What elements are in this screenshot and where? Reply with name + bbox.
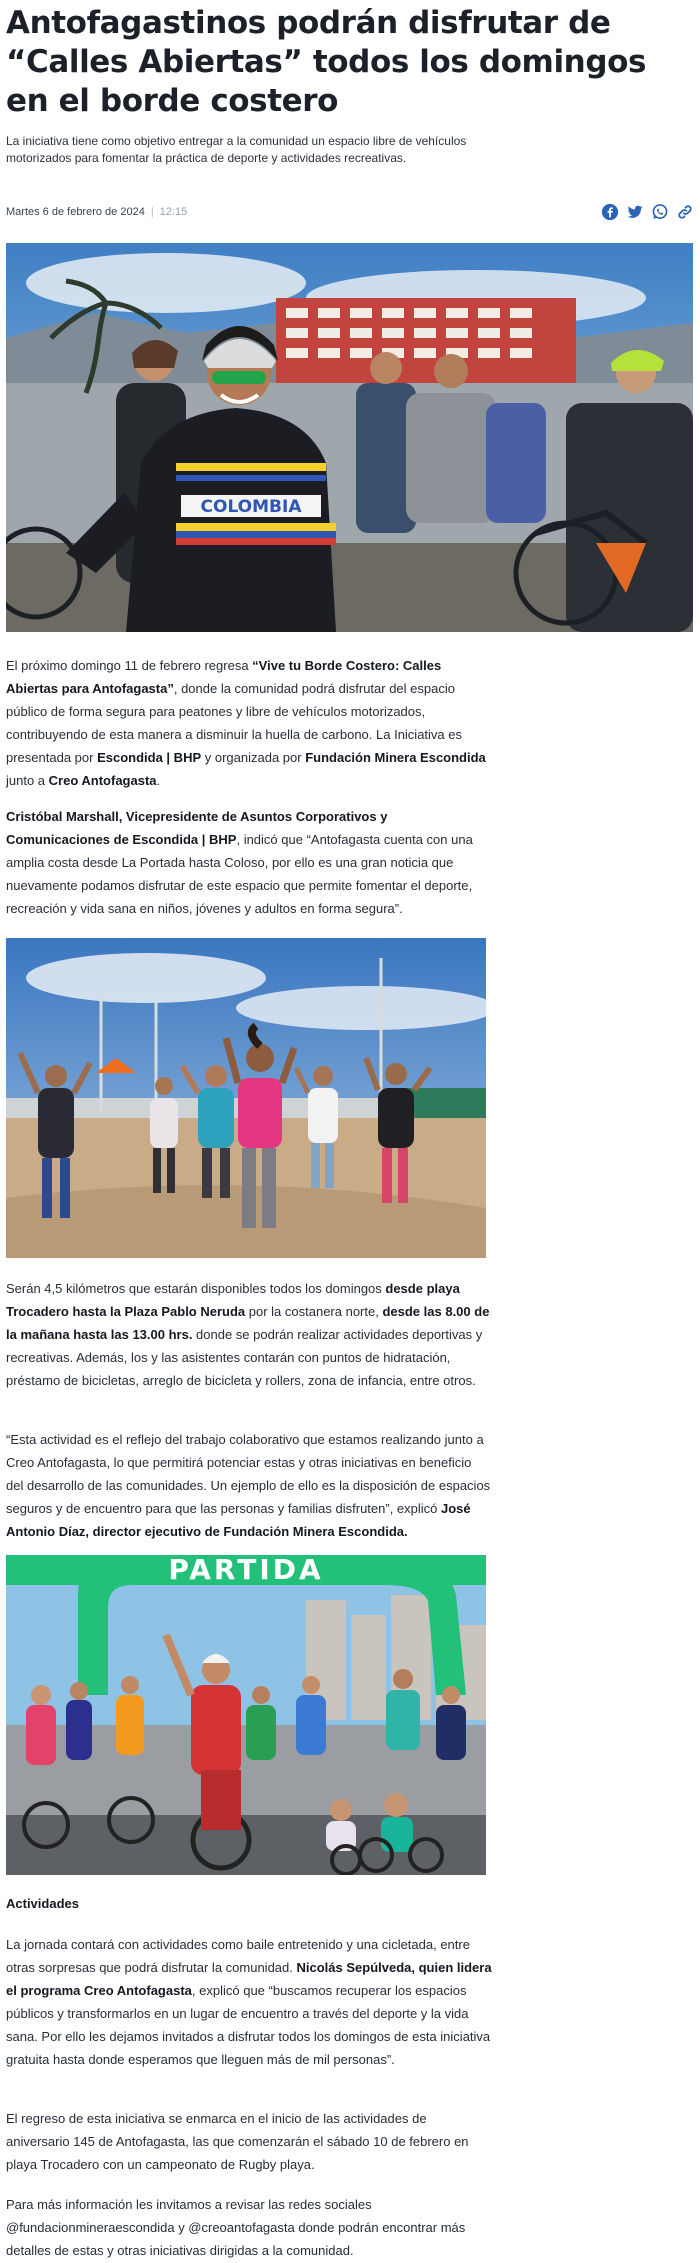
paragraph-text: Serán 4,5 kilómetros que estarán disponibles todos los domingos: [6, 1281, 386, 1296]
dance-photo-graphic: [6, 938, 486, 1258]
paragraph-bold: Nicolás Sepúlveda, quien lidera el programa Creo Antofagasta: [6, 1960, 492, 1998]
link-icon[interactable]: [676, 203, 694, 221]
article-paragraph: [6, 2193, 492, 2262]
paragraph-text: .: [156, 773, 161, 788]
paragraph-text: Para más información les invitamos a revisar las redes sociales @fundacionmineraescondida y @creoantofagasta donde podrán encontrar más detalles de estas y otras iniciativas dirigidas a la comunidad.: [6, 2197, 466, 2258]
paragraph-bold: José Antonio Díaz, director ejecutivo de Fundación Minera Escondida.: [6, 1501, 471, 1539]
paragraph-text: La jornada contará con actividades como baile entretenido y una cicletada, entre otras sorpresas que podrá disfrutar la comunidad.: [6, 1937, 470, 1975]
paragraph-bold: Fundación Minera Escondida: [305, 750, 486, 765]
paragraph-bold: desde las 8.00 de la mañana hasta las 13.00 hrs.: [6, 1304, 490, 1342]
paragraph-bold: Creo Antofagasta: [48, 773, 157, 788]
paragraph-text: , explicó que “buscamos recuperar los espacios públicos y transformarlos en un lugar de encuentro a través del deporte y la vida sana. Por ello les dejamos invitados a disfrutar todos los domingos de esta iniciativa gratuita hasta donde esperamos que lleguen más de mil personas”.: [6, 1983, 491, 2067]
paragraph-bold: “Vive tu Borde Costero: Calles Abiertas para Antofagasta”: [6, 658, 442, 696]
paragraph-text: El próximo domingo 11 de febrero regresa: [6, 658, 253, 673]
article-paragraph: [6, 1428, 492, 1543]
jersey-text: COLOMBIA: [200, 497, 302, 517]
share-bar: [601, 203, 694, 221]
paragraph-text: junto a: [6, 773, 49, 788]
paragraph-text: donde se podrán realizar actividades deportivas y recreativas. Además, los y las asistentes contarán con puntos de hidratación, préstamo de bicicletas, arreglo de bicicleta y rollers, zona de infancia, entre otros.: [6, 1327, 483, 1388]
facebook-icon[interactable]: [601, 203, 619, 221]
article-lead: La iniciativa tiene como objetivo entregar a la comunidad un espacio libre de vehículos motorizados para fomentar la práctica de deporte y actividades recreativas.: [6, 134, 467, 165]
cyclists-photo-graphic: [6, 243, 693, 632]
page-title: Antofagastinos podrán disfrutar de “Calles Abiertas” todos los domingos en el borde costero: [6, 5, 647, 119]
article-paragraph: [6, 654, 492, 792]
article-meta: [6, 206, 187, 218]
banner-text: PARTIDA: [168, 1555, 324, 1586]
paragraph-text: por la costanera norte,: [245, 1304, 383, 1319]
article-paragraph: [6, 1933, 492, 2071]
article-paragraph: [6, 1277, 492, 1392]
paragraph-text: , donde la comunidad podrá disfrutar del espacio público de forma segura para peatones y libre de vehículos motorizados, contribuyendo de esta manera a disminuir la huella de carbono. La Iniciativa es presentada por: [6, 681, 462, 765]
paragraph-text: “Esta actividad es el reflejo del trabajo colaborativo que estamos realizando junto a Creo Antofagasta, lo que permitirá potenciar estas y otras iniciativas en beneficio del desarrollo de las comunidades. Un ejemplo de ello es la disposición de espacios seguros y de encuentro para que las personas y familias disfruten”, explicó: [6, 1432, 491, 1516]
article-paragraph: [6, 805, 492, 920]
paragraph-text: , indicó que “Antofagasta cuenta con una amplia costa desde La Portada hasta Coloso, por ello es una gran noticia que nuevamente podamos disfrutar de este espacio que permite fomentar el deporte, recreación y vida sana en niños, jóvenes y adultos en forma segura”.: [6, 832, 473, 916]
cicletada-photo-graphic: [6, 1555, 486, 1875]
paragraph-text: y organizada por: [201, 750, 306, 765]
whatsapp-icon[interactable]: [651, 203, 669, 221]
article-photo-cyclists: [6, 243, 693, 632]
article-photo-cicletada: [6, 1555, 486, 1875]
section-heading: Actividades: [6, 1896, 79, 1911]
article-photo-dance: [6, 938, 486, 1258]
paragraph-bold: desde playa Trocadero hasta la Plaza Pablo Neruda: [6, 1281, 460, 1319]
article-time: 12:15: [159, 206, 188, 218]
paragraph-text: El regreso de esta iniciativa se enmarca en el inicio de las actividades de aniversario 145 de Antofagasta, las que comenzarán el sábado 10 de febrero en playa Trocadero con un campeonato de Rugby playa.: [6, 2111, 469, 2172]
paragraph-bold: Escondida | BHP: [97, 750, 202, 765]
meta-separator: |: [150, 206, 154, 218]
article-date: Martes 6 de febrero de 2024: [6, 206, 145, 218]
article-paragraph: [6, 2107, 492, 2176]
twitter-icon[interactable]: [626, 203, 644, 221]
paragraph-bold: Cristóbal Marshall, Vicepresidente de Asuntos Corporativos y Comunicaciones de Escondida | BHP: [6, 809, 388, 847]
